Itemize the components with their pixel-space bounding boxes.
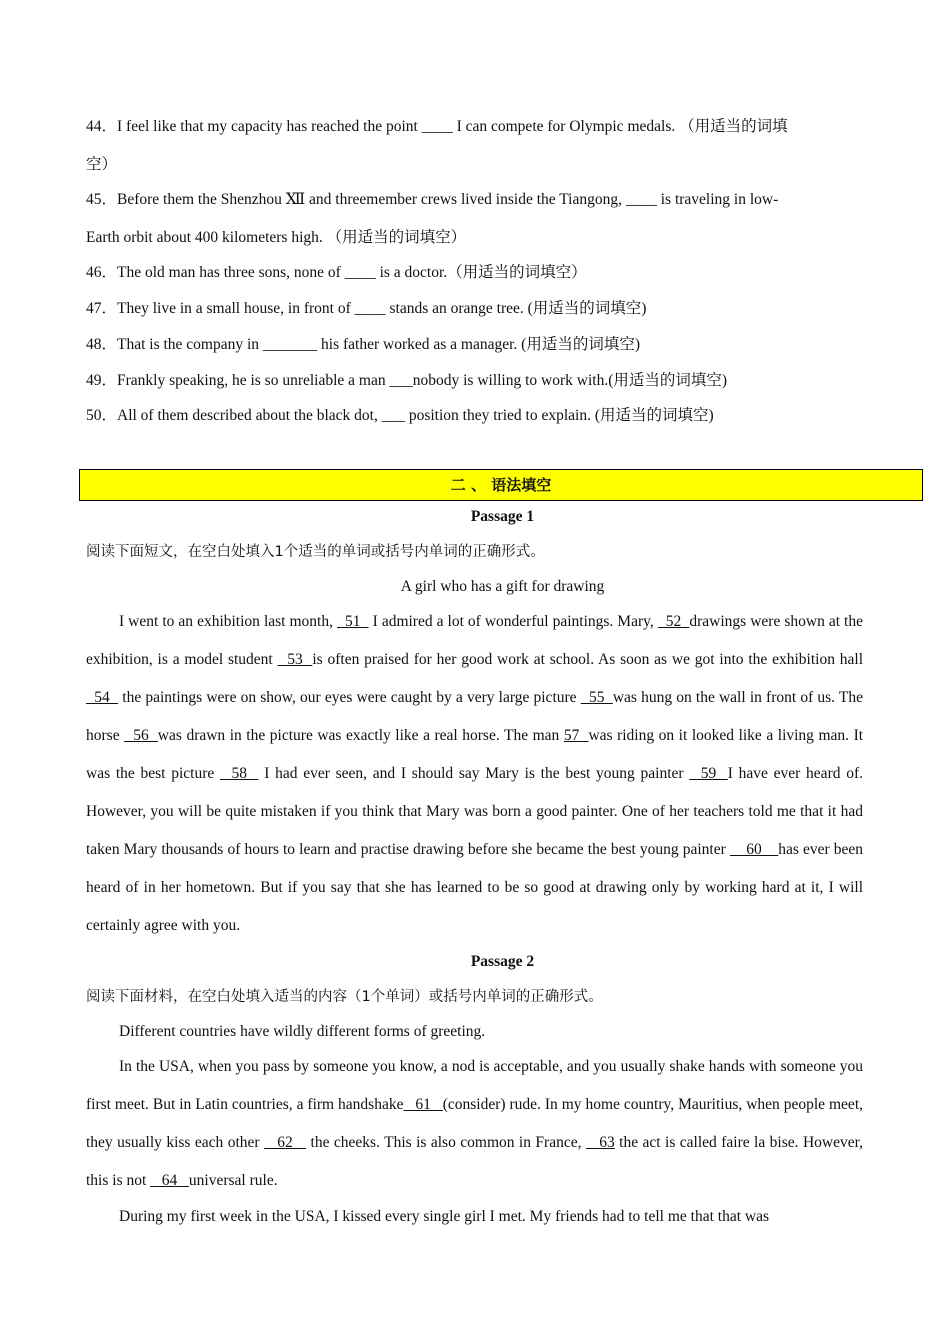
passage2-para3: During my first week in the USA, I kissed every single girl I met. My friends had to tell me that that was: [119, 1208, 770, 1225]
question-47: 47．They live in a small house, in front of ____ stands an orange tree. (用适当的词填空): [86, 300, 647, 317]
blank-62[interactable]: 62: [263, 1134, 307, 1151]
blank-51[interactable]: 51: [337, 613, 369, 630]
blank-54[interactable]: 54: [86, 689, 119, 706]
question-50: 50．All of them described about the black dot, ___ position they tried to explain. (用适当的词填空): [86, 407, 714, 424]
passage2-instruction: 阅读下面材料，在空白处填入适当的内容（1个单词）或括号内单词的正确形式。: [86, 989, 603, 1005]
blank-60[interactable]: 60: [729, 841, 779, 858]
blank-55[interactable]: 55: [580, 689, 613, 706]
blank-64[interactable]: 64: [150, 1172, 189, 1189]
question-45-line2: Earth orbit about 400 kilometers high. （用适当的词填空）: [86, 229, 467, 246]
passage2-para1: Different countries have wildly different forms of greeting.: [119, 1023, 486, 1040]
question-45-line1: 45．Before them the Shenzhou Ⅻ and threemember crews lived inside the Tiangong, ____ is traveling in low-: [86, 191, 779, 208]
blank-53[interactable]: 53: [277, 651, 313, 668]
question-46: 46．The old man has three sons, none of ____ is a doctor.（用适当的词填空）: [86, 264, 587, 281]
passage2-body: In the USA, when you pass by someone you know, a nod is acceptable, and you usually shake hands with someone you first meet. But in Latin countries, a firm handshake 61 (consider) rude. In my home country, Mauritius, when people meet, they usually kiss each other 62 the cheeks. This is also common in France, 63 the act is called faire la bise. However, this is not 64 universal rule.: [86, 1058, 864, 1189]
passage2-heading: Passage 2: [470, 953, 535, 970]
question-44-line2: 空）: [86, 156, 118, 173]
blank-57[interactable]: 57: [563, 727, 589, 744]
question-48: 48．That is the company in _______ his father worked as a manager. (用适当的词填空): [86, 336, 641, 353]
passage1-title: A girl who has a gift for drawing: [400, 578, 605, 595]
passage1-instruction: 阅读下面短文，在空白处填入1个适当的单词或括号内单词的正确形式。: [86, 544, 545, 560]
question-44: [86, 108, 858, 184]
blank-61[interactable]: 61: [403, 1096, 443, 1113]
passage1-body: I went to an exhibition last month, 51 I admired a lot of wonderful paintings. Mary, 52 drawings were shown at the exhibition, is a model student 53 is often praised for her good work at school. As soon as we got into the exhibition hall 54 the paintings were on show, our eyes were caught by a very large picture 55 was hung on the wall in front of us. The horse 56 was drawn in the picture was exactly like a real horse. The man 57 was riding on it looked like a living man. It was the best picture 58 I had ever seen, and I should say Mary is the best young painter 59 I have ever heard of. However, you will be quite mistaken if you think that Mary was born a good painter. One of her teachers told me that it had taken Mary thousands of hours to learn and practise drawing before she became the best young painter 60 has ever been heard of in her hometown. But if you say that she has learned to be so good at drawing only by working hard at it, I will certainly agree with you.: [86, 613, 864, 934]
question-45: [86, 181, 858, 257]
section-title-banner: 二 、 语法填空: [79, 469, 923, 501]
passage1-heading: Passage 1: [470, 508, 535, 525]
blank-63[interactable]: 63: [585, 1134, 615, 1151]
blank-56[interactable]: 56: [124, 727, 158, 744]
question-44-line1: 44．I feel like that my capacity has reached the point ____ I can compete for Olympic medals. （用适当的词填: [86, 118, 788, 135]
blank-59[interactable]: 59: [689, 765, 728, 782]
blank-52[interactable]: 52: [657, 613, 690, 630]
question-49: 49．Frankly speaking, he is so unreliable a man ___nobody is willing to work with.(用适当的词填空): [86, 372, 728, 389]
blank-58[interactable]: 58: [220, 765, 259, 782]
